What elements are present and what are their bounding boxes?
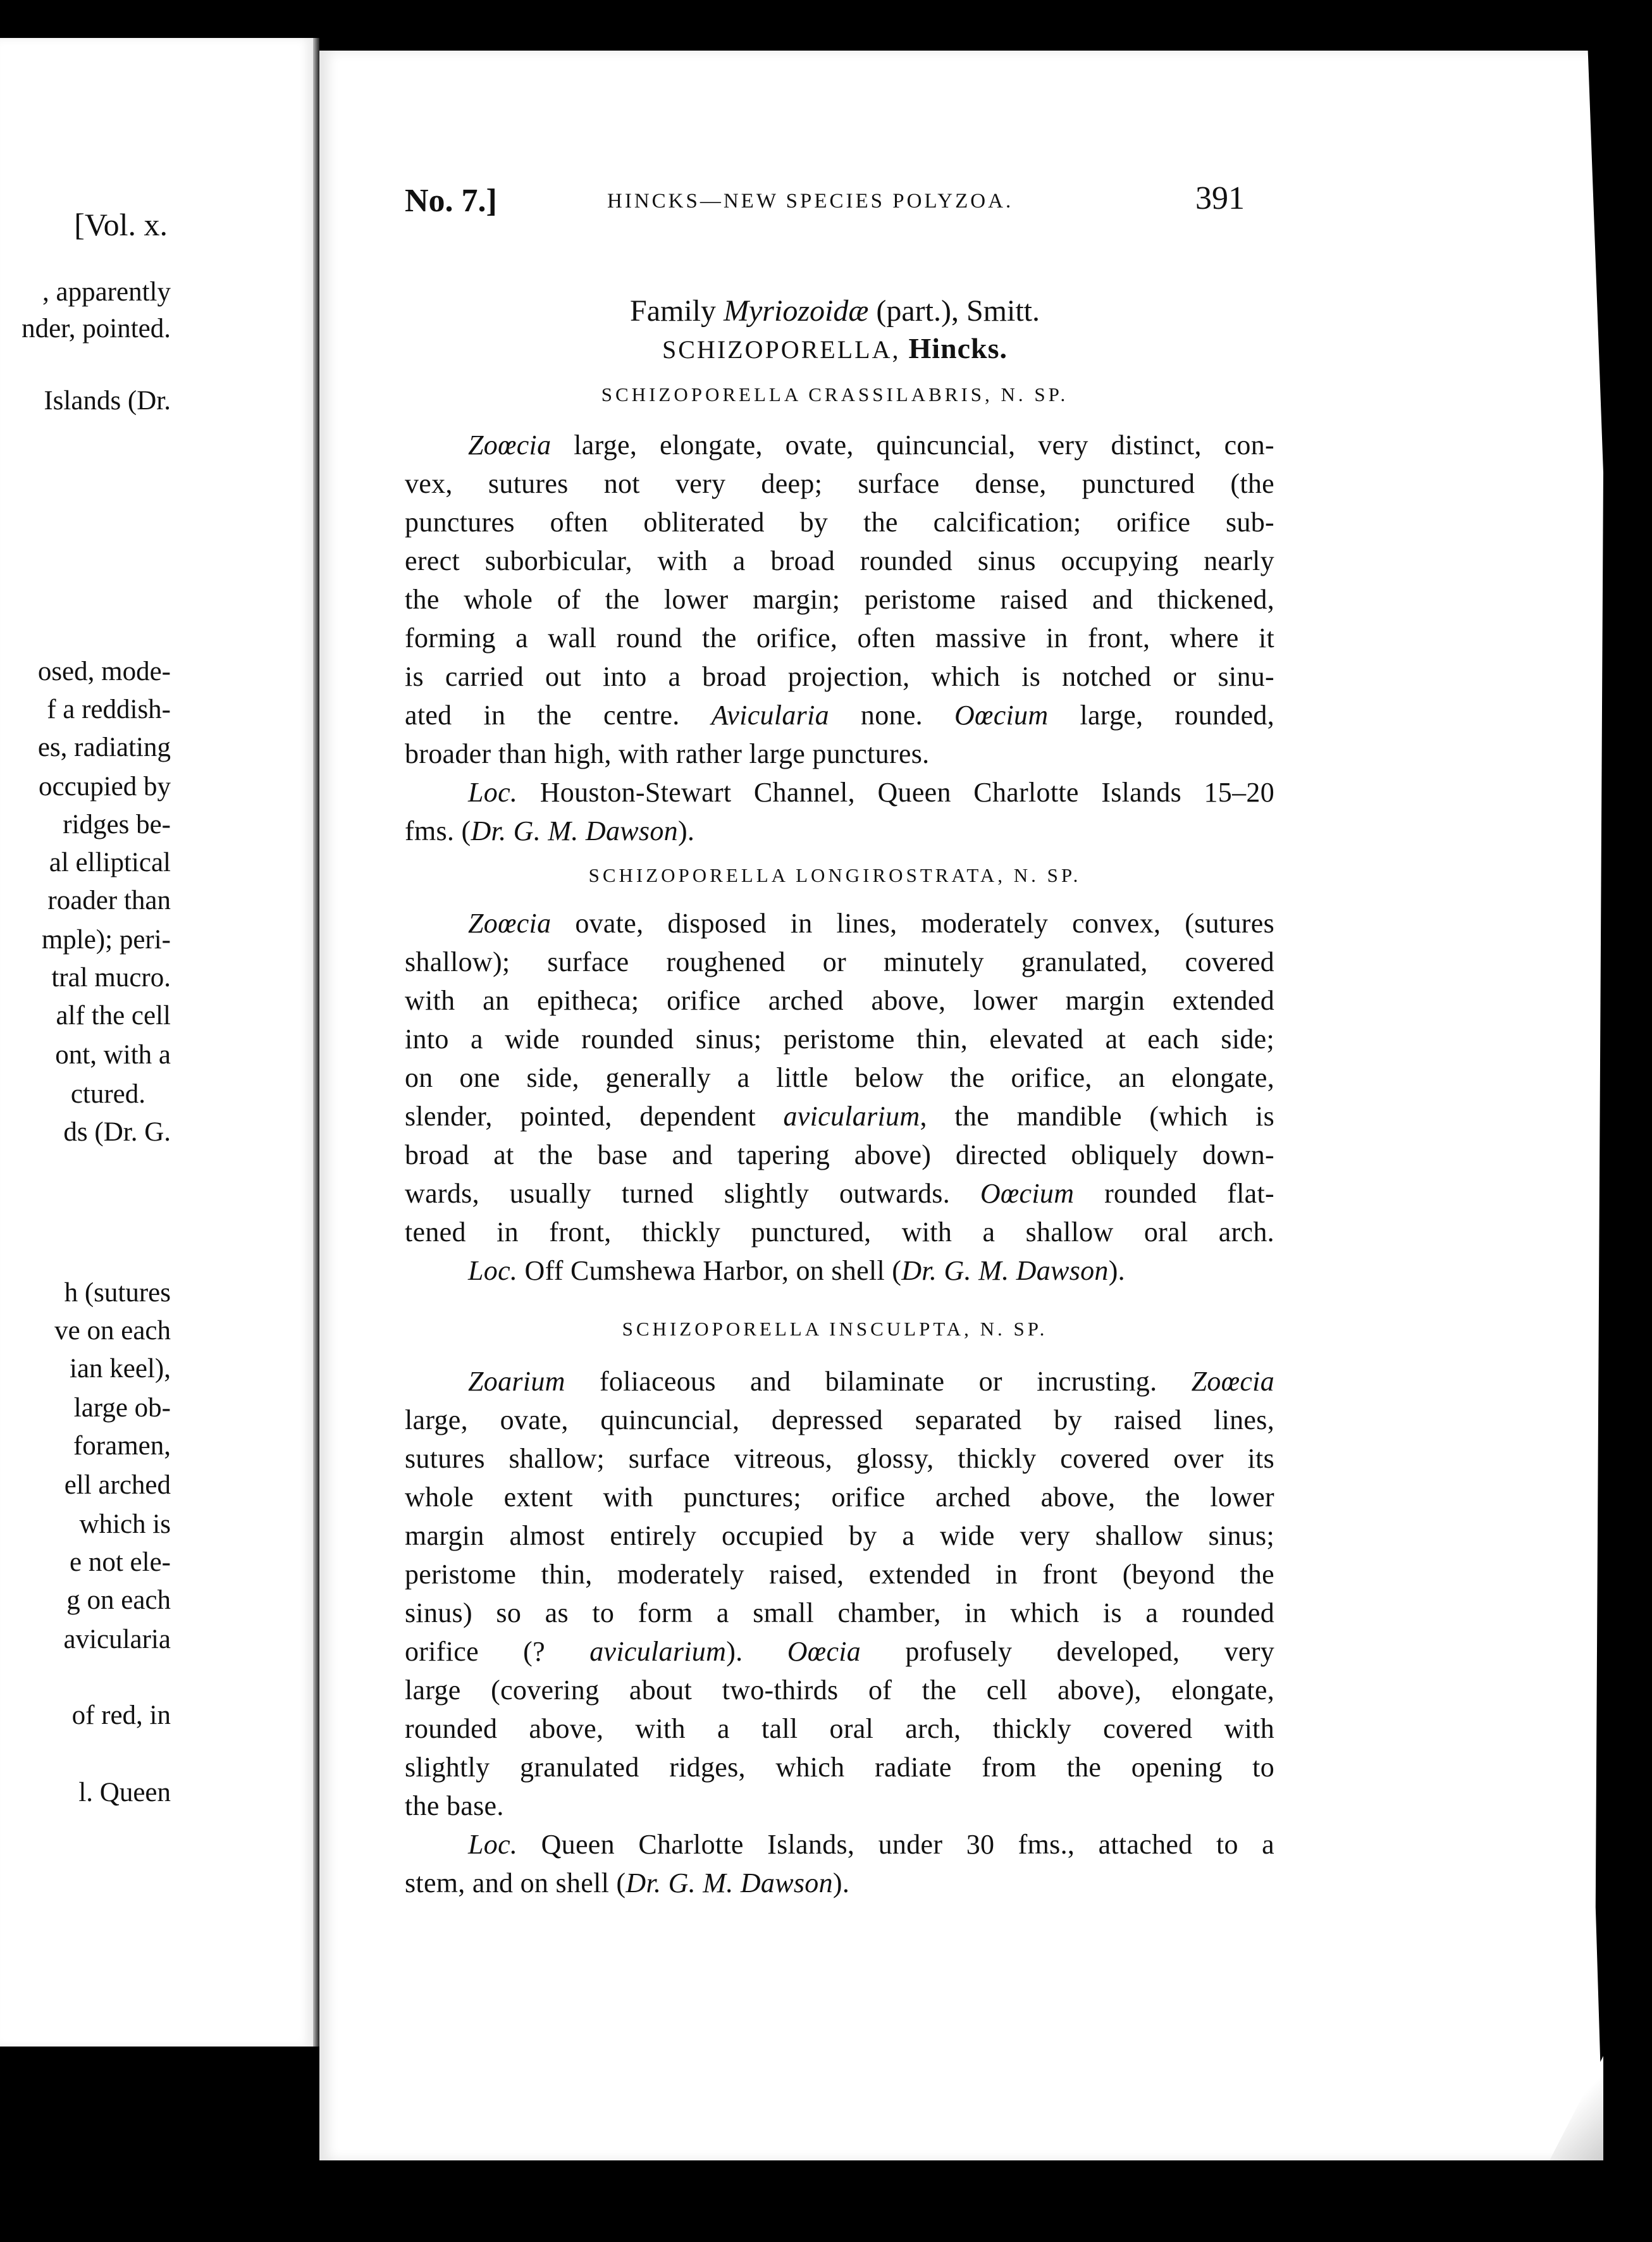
- left-page-line: which is: [79, 1509, 171, 1539]
- left-page-line: ian keel),: [70, 1354, 171, 1384]
- left-page-line: foramen,: [73, 1431, 171, 1461]
- left-page-line: h (sutures: [64, 1278, 171, 1308]
- left-page-line: osed, mode-: [37, 657, 171, 686]
- body-line: rounded above, with a tall oral arch, thickly covered with: [405, 1713, 1274, 1744]
- left-page-line: roader than: [47, 886, 171, 915]
- body-line: erect suborbicular, with a broad rounded sinus occupying nearly: [405, 545, 1274, 576]
- left-page-line: es, radiating: [37, 733, 171, 762]
- body-line: punctures often obliterated by the calcification; orifice sub-: [405, 507, 1274, 538]
- body-line: ated in the centre. Avicularia none. Oœcium large, rounded,: [405, 700, 1274, 731]
- left-page-line: f a reddish-: [47, 695, 171, 724]
- left-page-line: e not ele-: [70, 1547, 171, 1577]
- body-line: is carried out into a broad projection, which is notched or sinu-: [405, 661, 1274, 692]
- running-title: HINCKS—NEW SPECIES POLYZOA.: [607, 190, 1014, 213]
- left-page-line: ridges be-: [63, 810, 171, 839]
- body-line: shallow); surface roughened or minutely granulated, covered: [405, 946, 1274, 977]
- body-line: Zoœcia large, elongate, ovate, quincuncial, very distinct, con-: [468, 430, 1274, 461]
- family-name: Myriozoidæ: [724, 294, 869, 328]
- body-line: wards, usually turned slightly outwards. Oœcium rounded flat-: [405, 1178, 1274, 1209]
- body-line: stem, and on shell (Dr. G. M. Dawson).: [405, 1867, 850, 1898]
- left-page-line: mple); peri-: [41, 925, 171, 955]
- issue-number: No. 7.]: [405, 183, 497, 219]
- family-heading: [405, 296, 1265, 326]
- left-page-line: ve on each: [54, 1316, 171, 1346]
- body-line: sinus) so as to form a small chamber, in which is a rounded: [405, 1597, 1274, 1628]
- left-page-line: avicularia: [63, 1625, 171, 1654]
- left-page-line: large ob-: [73, 1393, 171, 1423]
- species-heading-insculpta: SCHIZOPORELLA INSCULPTA, N. SP.: [622, 1318, 1048, 1340]
- body-line: margin almost entirely occupied by a wide very shallow sinus;: [405, 1520, 1274, 1551]
- genus-heading: [405, 334, 1265, 363]
- left-page-line: l. Queen: [78, 1778, 171, 1807]
- body-line: fms. (Dr. G. M. Dawson).: [405, 815, 695, 846]
- left-page-line: ell arched: [64, 1470, 171, 1500]
- left-page-line: ds (Dr. G.: [63, 1117, 171, 1147]
- species-heading-crassilabris: SCHIZOPORELLA CRASSILABRIS, N. SP.: [601, 383, 1069, 406]
- family-prefix: Family: [630, 294, 717, 328]
- left-page-line: tral mucro.: [51, 963, 171, 993]
- left-page-line: of red, in: [71, 1700, 171, 1730]
- page-gutter: [313, 38, 319, 2047]
- left-page-line: ont, with a: [55, 1040, 171, 1070]
- body-line: broader than high, with rather large punctures.: [405, 738, 930, 769]
- body-line: Loc. Queen Charlotte Islands, under 30 fms., attached to a: [468, 1829, 1274, 1860]
- species-heading-longirostrata: SCHIZOPORELLA LONGIROSTRATA, N. SP.: [588, 864, 1082, 886]
- body-line: tened in front, thickly punctured, with a shallow oral arch.: [405, 1217, 1274, 1248]
- body-line: sutures shallow; surface vitreous, glossy, thickly covered over its: [405, 1443, 1274, 1474]
- body-line: large (covering about two-thirds of the cell above), elongate,: [405, 1675, 1274, 1706]
- body-line: on one side, generally a little below the orifice, an elongate,: [405, 1062, 1274, 1093]
- page-number: 391: [1195, 180, 1245, 216]
- family-suffix: (part.), Smitt.: [876, 294, 1040, 328]
- body-line: vex, sutures not very deep; surface dense, punctured (the: [405, 468, 1274, 499]
- left-page-line: ctured.: [70, 1079, 145, 1109]
- body-line: large, ovate, quincuncial, depressed separated by raised lines,: [405, 1404, 1274, 1435]
- body-line: peristome thin, moderately raised, extended in front (beyond the: [405, 1559, 1274, 1590]
- left-page-line: occupied by: [39, 772, 171, 802]
- left-page-line: g on each: [66, 1585, 171, 1615]
- body-line: with an epitheca; orifice arched above, lower margin extended: [405, 985, 1274, 1016]
- body-line: slightly granulated ridges, which radiate from the opening to: [405, 1752, 1274, 1783]
- body-line: the whole of the lower margin; peristome raised and thickened,: [405, 584, 1274, 615]
- body-line: whole extent with punctures; orifice arched above, the lower: [405, 1482, 1274, 1513]
- left-page: [0, 38, 313, 2047]
- body-line: the base.: [405, 1790, 504, 1821]
- body-line: broad at the base and tapering above) directed obliquely down-: [405, 1139, 1274, 1170]
- body-line: forming a wall round the orifice, often massive in front, where it: [405, 622, 1274, 653]
- body-line: Zoarium foliaceous and bilaminate or incrusting. Zoœcia: [468, 1366, 1274, 1397]
- body-line: into a wide rounded sinus; peristome thin, elevated at each side;: [405, 1024, 1274, 1055]
- body-line: Loc. Off Cumshewa Harbor, on shell (Dr. G. M. Dawson).: [468, 1255, 1125, 1286]
- genus-name: SCHIZOPORELLA,: [662, 335, 901, 364]
- body-line: slender, pointed, dependent avicularium, the mandible (which is: [405, 1101, 1274, 1132]
- genus-authority: Hincks.: [908, 332, 1008, 364]
- left-page-line: , apparently: [42, 277, 171, 307]
- left-page-line: Islands (Dr.: [44, 386, 171, 416]
- left-page-line: al elliptical: [49, 848, 171, 877]
- left-page-line: alf the cell: [56, 1001, 171, 1031]
- body-line: Loc. Houston-Stewart Channel, Queen Charlotte Islands 15–20: [468, 777, 1274, 808]
- left-page-header: [Vol. x.: [74, 207, 168, 242]
- left-page-line: nder, pointed.: [22, 314, 171, 344]
- body-line: Zoœcia ovate, disposed in lines, moderately convex, (sutures: [468, 908, 1274, 939]
- body-line: orifice (? avicularium). Oœcia profusely developed, very: [405, 1636, 1274, 1667]
